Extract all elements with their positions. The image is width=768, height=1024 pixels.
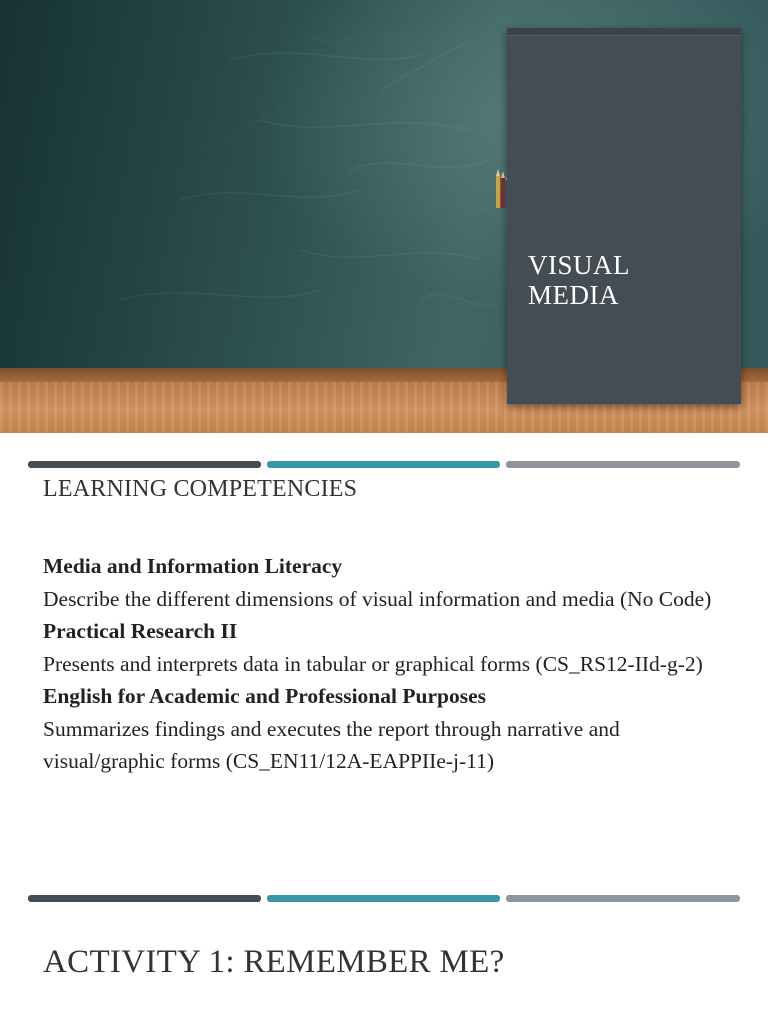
competency-description: Presents and interprets data in tabular or graphical forms (CS_RS12-IId-g-2) bbox=[43, 651, 703, 676]
competency-subject: Media and Information Literacy bbox=[43, 554, 343, 578]
activity-title: ACTIVITY 1: REMEMBER ME? bbox=[43, 944, 505, 980]
slide-divider bbox=[28, 895, 740, 902]
divider-segment-dark bbox=[28, 461, 261, 468]
competency-description: Summarizes findings and executes the report through narrative and visual/graphic forms (CS_EN11/12A-EAPPIIe-j-11) bbox=[43, 716, 620, 773]
title-slide bbox=[0, 0, 768, 433]
title-card bbox=[507, 28, 741, 404]
divider-segment-teal bbox=[267, 895, 500, 902]
competencies-heading: LEARNING COMPETENCIES bbox=[43, 476, 358, 502]
competency-subject: Practical Research II bbox=[43, 619, 238, 643]
competencies-list bbox=[43, 550, 725, 778]
competency-item bbox=[43, 615, 725, 680]
title-card-strip bbox=[507, 28, 741, 36]
competency-item bbox=[43, 680, 725, 778]
slide-divider bbox=[28, 461, 740, 468]
divider-segment-gray bbox=[506, 895, 740, 902]
competency-description: Describe the different dimensions of visual information and media (No Code) bbox=[43, 586, 712, 611]
divider-segment-gray bbox=[506, 461, 740, 468]
competency-item bbox=[43, 550, 725, 615]
competency-subject: English for Academic and Professional Purposes bbox=[43, 684, 486, 708]
divider-segment-teal bbox=[267, 461, 500, 468]
slide-title: VISUAL MEDIA bbox=[528, 250, 630, 310]
divider-segment-dark bbox=[28, 895, 261, 902]
